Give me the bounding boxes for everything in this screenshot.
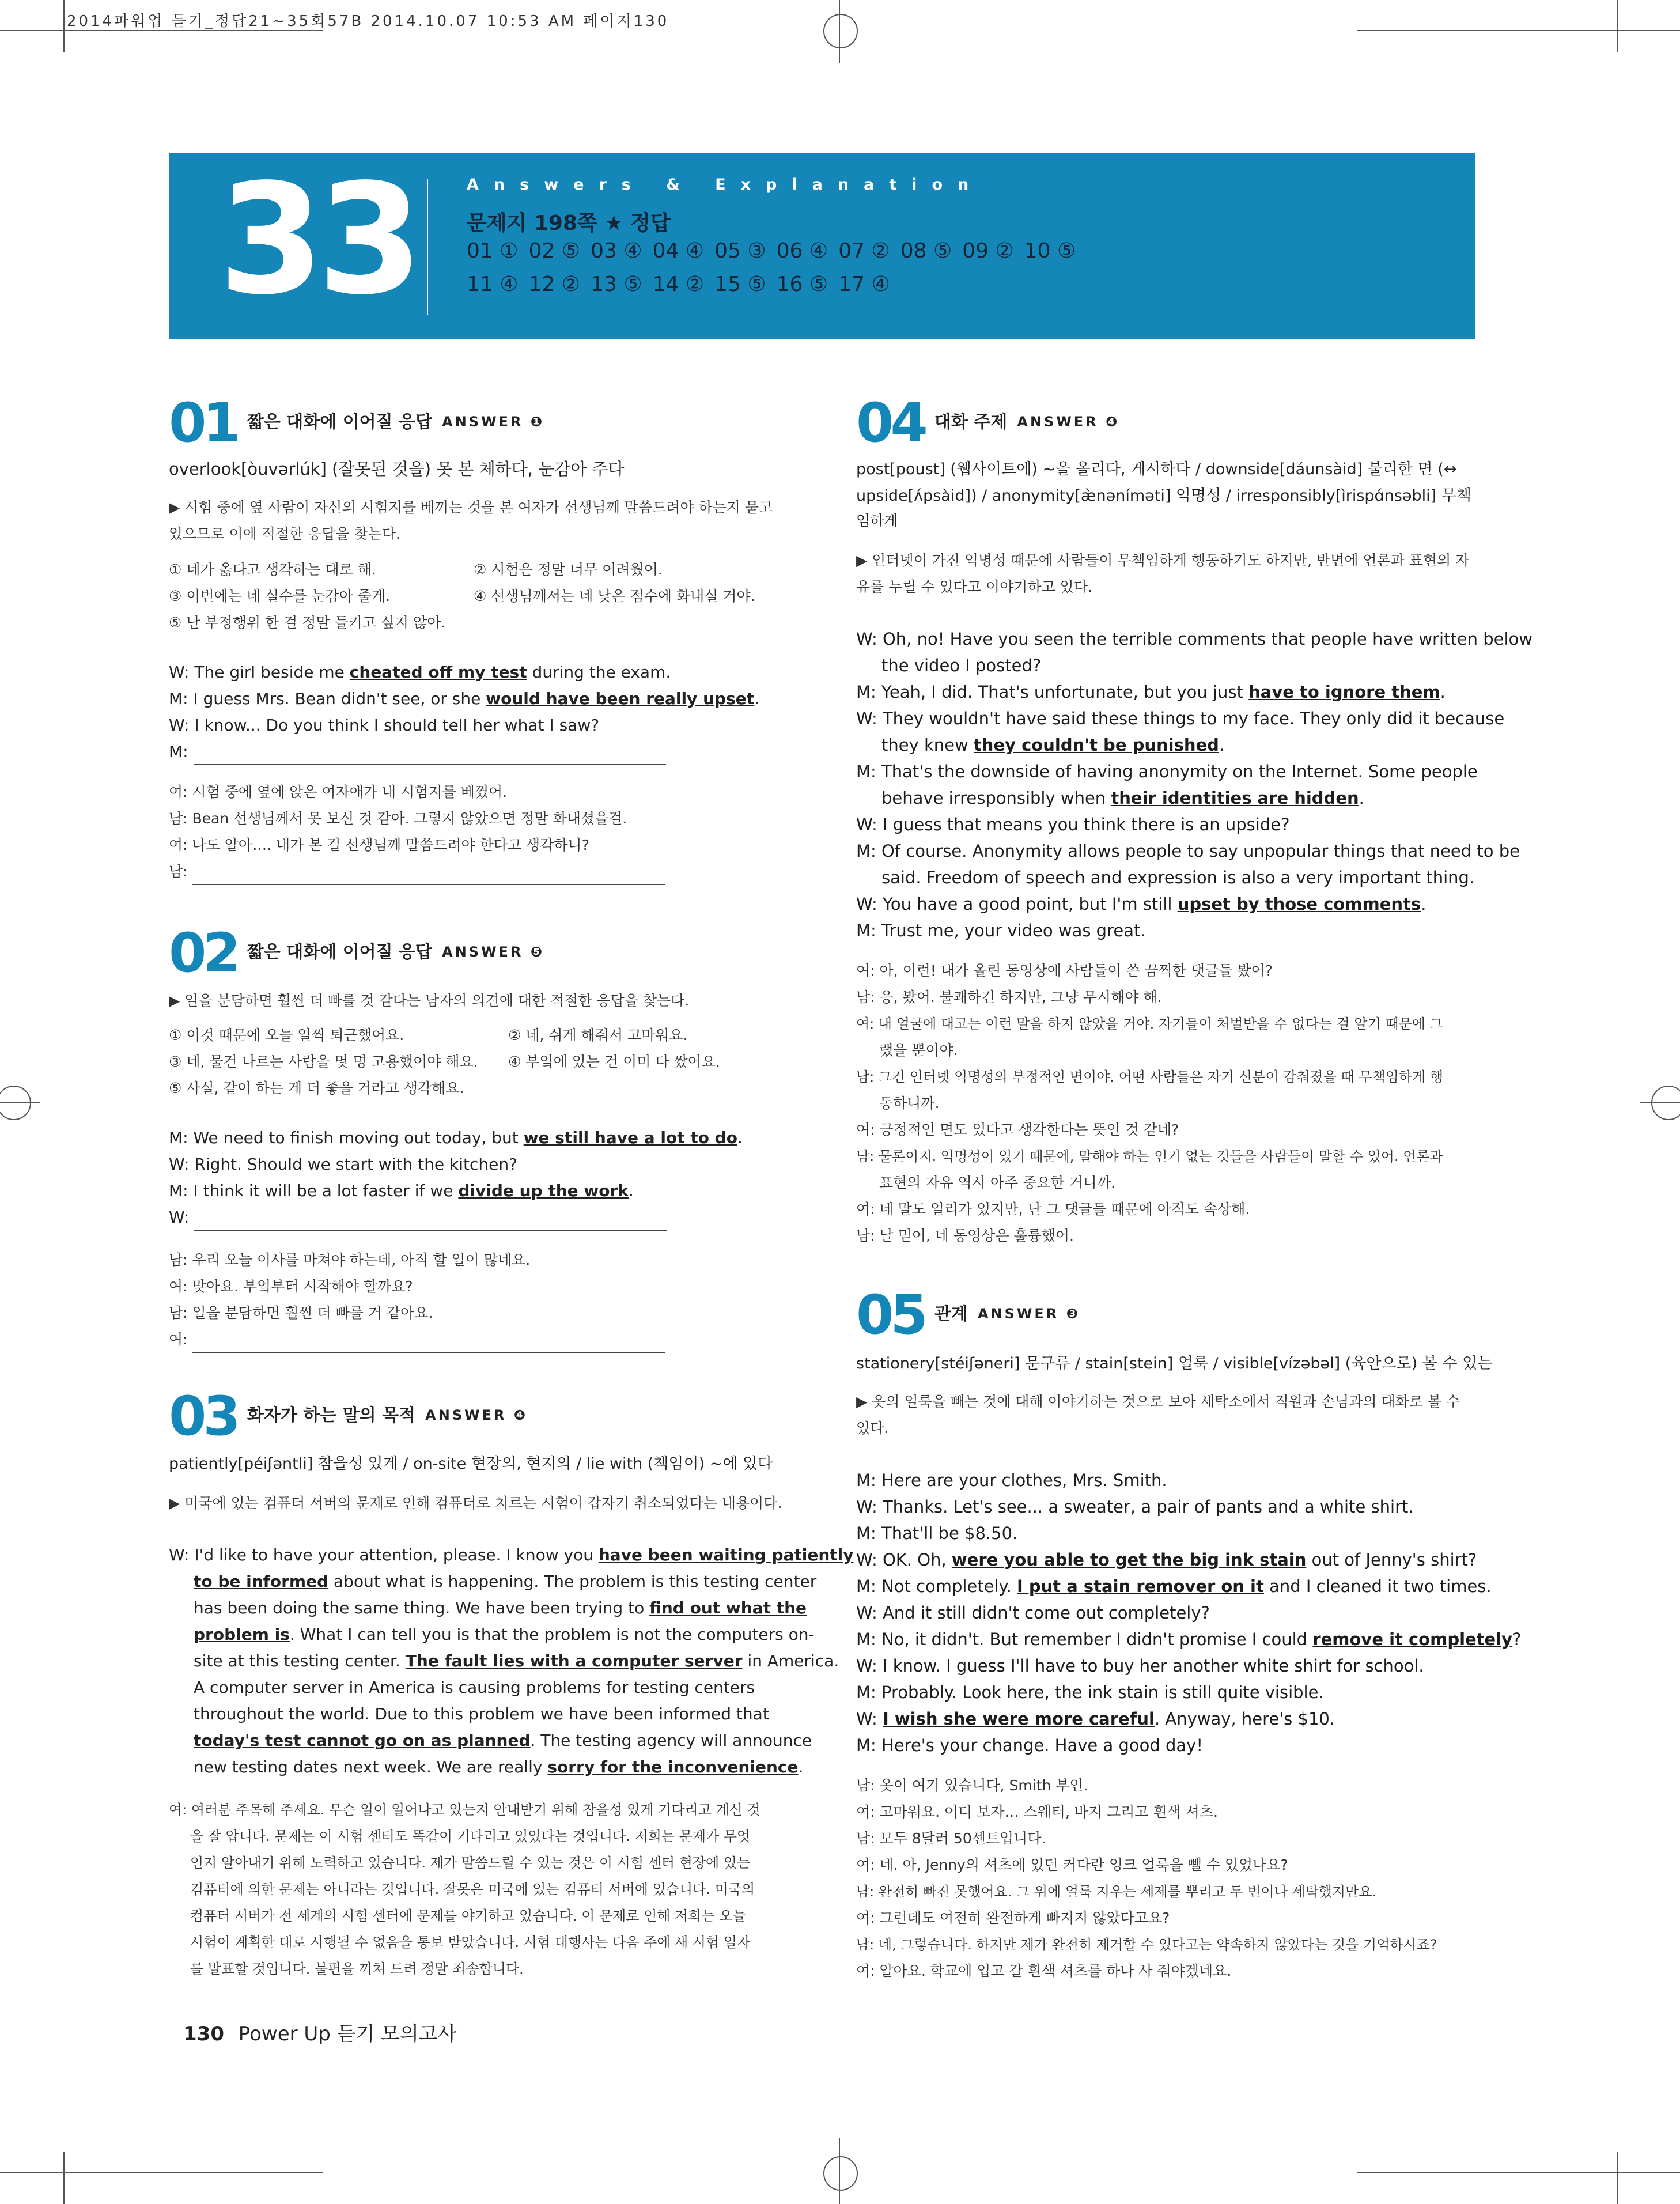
printer-mark: 2014파워업 듣기_정답21~35회57B 2014.10.07 10:53 AM 페이지130: [67, 13, 669, 30]
dialogue-line: M:: [169, 739, 666, 765]
answer-item: 11 ④: [467, 273, 519, 296]
option-1: ① 이것 때문에 오늘 일찍 퇴근했어요.: [169, 1027, 404, 1044]
translation-line: 를 발표할 것입니다. 불편을 끼쳐 드려 정말 죄송합니다.: [190, 1961, 524, 1977]
translation-line: 여: 네. 아, Jenny의 셔츠에 있던 커다란 잉크 얼룩을 뺄 수 있었나요?: [856, 1857, 1288, 1873]
answer-blank: [194, 1213, 667, 1231]
answers-row-1: [467, 239, 1086, 263]
test-number: 33: [218, 152, 417, 328]
monologue-line: problem is. What I can tell you is that the problem is not the computers on-: [194, 1625, 815, 1644]
translation-line: 시험이 계획한 대로 시행될 수 없음을 통보 받았습니다. 시험 대행사는 다음 주에 새 시험 일자: [190, 1934, 751, 1950]
translation-line: 여: 맞아요. 부엌부터 시작해야 할까요?: [169, 1278, 413, 1295]
answers-row-2: [467, 273, 900, 296]
answer-label: ANSWER ❸: [977, 1306, 1080, 1322]
vocab-line: 임하게: [856, 512, 898, 529]
explanation-line: 유를 누릴 수 있다고 이야기하고 있다.: [856, 579, 1092, 595]
dialogue-line: M: Not completely. I put a stain remover on it and I cleaned it two times.: [856, 1577, 1492, 1596]
header-subtitle: Answers & Explanation: [467, 176, 984, 194]
vocab-line: upside[ʌ́psàid]) / anonymity[æ̀nəníməti] 익명성 / irresponsibly[ìrispɑ́nsəbli] 무책: [856, 487, 1471, 505]
section-title: 짧은 대화에 이어질 응답: [247, 942, 433, 962]
section-title: 대화 주제: [934, 412, 1008, 432]
crop-line: [0, 1102, 40, 1103]
dialogue-line: M: I guess Mrs. Bean didn't see, or she would have been really upset.: [169, 689, 760, 708]
answer-label: ANSWER ❺: [442, 944, 545, 960]
dialogue-line: W: I know... Do you think I should tell her what I saw?: [169, 716, 600, 735]
book-title: Power Up 듣기 모의고사: [238, 2022, 457, 2046]
page-number: 130: [183, 2022, 224, 2046]
crop-line: [1617, 2152, 1618, 2204]
answer-item: 17 ④: [838, 273, 890, 296]
crop-line: [1617, 0, 1618, 52]
answer-item: 01 ①: [467, 239, 519, 263]
option-5: ⑤ 난 부정행위 한 걸 정말 들키고 싶지 않아.: [169, 614, 446, 631]
dialogue-line: M: Probably. Look here, the ink stain is still quite visible.: [856, 1683, 1324, 1702]
explanation-line: ▶ 인터넷이 가진 익명성 때문에 사람들이 무책임하게 행동하기도 하지만, 반면에 언론과 표현의 자: [856, 552, 1470, 569]
dialogue-line: M: That's the downside of having anonymity on the Internet. Some people: [856, 762, 1478, 781]
explanation-line: 있다.: [856, 1420, 889, 1436]
section-heading-05: [856, 1284, 1080, 1347]
answer-blank: [192, 1336, 665, 1353]
translation-line: 여: 아, 이런! 내가 올린 동영상에 사람들이 쓴 끔찍한 댓글들 봤어?: [856, 962, 1273, 979]
dialogue-line: W: The girl beside me cheated off my test during the exam.: [169, 663, 671, 682]
translation-line: 남: 우리 오늘 이사를 마쳐야 하는데, 아직 할 일이 많네요.: [169, 1252, 531, 1268]
dialogue-line: M: Of course. Anonymity allows people to say unpopular things that need to be: [856, 841, 1520, 861]
translation-line: 인지 알아내기 위해 노력하고 있습니다. 제가 말씀드릴 수 있는 것은 이 시험 센터 현장에 있는: [190, 1855, 751, 1871]
translation-line: 컴퓨터에 의한 문제는 아니라는 것입니다. 잘못은 미국에 있는 컴퓨터 서버에 있습니다. 미국의: [190, 1881, 755, 1897]
dialogue-line: W: OK. Oh, were you able to get the big ink stain out of Jenny's shirt?: [856, 1550, 1477, 1570]
vocab-line: overlook[òuvərlúk] (잘못된 것을) 못 본 체하다, 눈감아 주다: [169, 459, 625, 479]
section-number: 02: [169, 922, 237, 985]
option-1: ① 네가 옳다고 생각하는 대로 해.: [169, 561, 376, 578]
dialogue-line: W: I know. I guess I'll have to buy her another white shirt for school.: [856, 1656, 1424, 1676]
translation-line: 여: 나도 알아…. 내가 본 걸 선생님께 말씀드려야 한다고 생각하니?: [169, 837, 589, 853]
translation-line: 표현의 자유 역시 아주 중요한 거니까.: [879, 1174, 1115, 1191]
translation-line: 여: 시험 중에 옆에 앉은 여자애가 내 시험지를 베꼈어.: [169, 784, 508, 800]
dialogue-line: they knew they couldn't be punished.: [881, 735, 1225, 755]
translation-line: 여: 내 얼굴에 대고는 이런 말을 하지 않았을 거야. 자기들이 처벌받을 수 없다는 걸 알기 때문에 그: [856, 1016, 1443, 1032]
answer-item: 12 ②: [528, 273, 581, 296]
dialogue-line: W: And it still didn't come out completely?: [856, 1603, 1210, 1623]
answer-label: ANSWER ❹: [1017, 414, 1120, 430]
translation-line: 남: Bean 선생님께서 못 보신 것 같아. 그렇지 않았으면 정말 화내셨을걸.: [169, 810, 627, 827]
dialogue-line: W: You have a good point, but I'm still upset by those comments.: [856, 894, 1427, 914]
translation-line: 컴퓨터 서버가 전 세계의 시험 센터에 문제를 야기하고 있습니다. 이 문제로 인해 저희는 오늘: [190, 1908, 746, 1924]
explanation-line: ▶ 시험 중에 옆 사람이 자신의 시험지를 베끼는 것을 본 여자가 선생님께 말씀드려야 하는지 묻고: [169, 499, 773, 516]
section-heading-03: [169, 1385, 528, 1448]
crop-line: [1640, 1102, 1680, 1103]
crop-line: [0, 2172, 323, 2173]
dialogue-line: W: I guess that means you think there is an upside?: [856, 815, 1290, 834]
dialogue-line: M: No, it didn't. But remember I didn't promise I could remove it completely?: [856, 1630, 1522, 1649]
translation-line: 남: 모두 8달러 50센트입니다.: [856, 1830, 1046, 1847]
registration-mark-icon: [823, 14, 858, 48]
monologue-line: today's test cannot go on as planned. The testing agency will announce: [194, 1731, 812, 1750]
section-title: 짧은 대화에 이어질 응답: [247, 412, 433, 432]
translation-line: 여: 여러분 주목해 주세요. 무슨 일이 일어나고 있는지 안내받기 위해 참을성 있게 기다리고 계신 것: [169, 1802, 760, 1818]
translation-line: 동하니까.: [879, 1095, 940, 1112]
translation-line: 남: 그건 인터넷 익명성의 부정적인 면이야. 어떤 사람들은 자기 신분이 감춰졌을 때 무책임하게 행: [856, 1069, 1444, 1085]
vocab-line: post[poust] (웹사이트에) ~을 올리다, 게시하다 / downside[dáunsàid] 불리한 면 (↔: [856, 460, 1457, 478]
translation-line: 여: 긍정적인 면도 있다고 생각한다는 뜻인 것 같네?: [856, 1121, 1179, 1138]
monologue-line: new testing dates next week. We are really sorry for the inconvenience.: [194, 1757, 804, 1776]
crop-line: [1357, 2172, 1680, 2173]
answer-item: 16 ⑤: [776, 273, 828, 296]
dialogue-line: W:: [169, 1204, 667, 1231]
section-number: 03: [169, 1385, 237, 1448]
section-title: 관계: [934, 1304, 968, 1324]
section-heading-02: [169, 922, 545, 985]
dialogue-line: M: That'll be $8.50.: [856, 1523, 1018, 1543]
translation-line: 여: 네 말도 일리가 있지만, 난 그 댓글들 때문에 아직도 속상해.: [856, 1201, 1250, 1218]
answer-item: 14 ②: [652, 273, 705, 296]
explanation-line: 있으므로 이에 적절한 응답을 찾는다.: [169, 526, 400, 542]
dialogue-line: M: Yeah, I did. That's unfortunate, but you just have to ignore them.: [856, 682, 1446, 702]
dialogue-line: W: Right. Should we start with the kitchen?: [169, 1155, 518, 1174]
monologue-line: throughout the world. Due to this problem we have been informed that: [194, 1704, 769, 1723]
crop-line: [1357, 30, 1680, 31]
section-heading-04: [856, 392, 1120, 455]
dialogue-line: M: Here's your change. Have a good day!: [856, 1736, 1203, 1755]
answer-item: 02 ⑤: [528, 239, 581, 263]
dialogue-line: M: We need to finish moving out today, but we still have a lot to do.: [169, 1128, 743, 1147]
section-number: 05: [856, 1284, 925, 1347]
answer-label: ANSWER ❹: [425, 1407, 528, 1423]
answer-blank: [192, 868, 665, 885]
monologue-line: site at this testing center. The fault lies with a computer server in America.: [194, 1651, 839, 1670]
answer-item: 15 ⑤: [714, 273, 766, 296]
option-4: ④ 부엌에 있는 건 이미 다 쌌어요.: [508, 1053, 720, 1070]
translation-line: 을 잘 압니다. 문제는 이 시험 센터도 똑같이 기다리고 있었다는 것입니다. 저희는 문제가 무엇: [190, 1828, 751, 1844]
section-title: 화자가 하는 말의 목적: [247, 1405, 416, 1426]
option-2: ② 시험은 정말 너무 어려웠어.: [474, 561, 663, 578]
divider: [427, 179, 428, 315]
crop-line: [63, 0, 65, 52]
monologue-line: W: I'd like to have your attention, please. I know you have been waiting patiently: [169, 1545, 854, 1564]
monologue-line: A computer server in America is causing problems for testing centers: [194, 1678, 755, 1697]
translation-line: 남: 응, 봤어. 불쾌하긴 하지만, 그냥 무시해야 해.: [856, 989, 1162, 1005]
answer-label: ANSWER ❶: [442, 414, 545, 430]
crop-line: [63, 2152, 65, 2204]
monologue-line: to be informed about what is happening. The problem is this testing center: [194, 1572, 817, 1591]
answer-blank: [194, 748, 666, 765]
monologue-line: has been doing the same thing. We have been trying to find out what the: [194, 1598, 807, 1617]
registration-mark-icon: [0, 1086, 31, 1120]
dialogue-line: M: Here are your clothes, Mrs. Smith.: [856, 1470, 1167, 1490]
answer-item: 06 ④: [776, 239, 828, 263]
registration-mark-icon: [823, 2156, 858, 2191]
section-number: 01: [169, 392, 237, 455]
vocab-line: patiently[péiʃəntli] 참을성 있게 / on-site 현장의, 현지의 / lie with (책임이) ~에 있다: [169, 1455, 773, 1473]
explanation-line: ▶ 미국에 있는 컴퓨터 서버의 문제로 인해 컴퓨터로 치르는 시험이 갑자기 취소되었다는 내용이다.: [169, 1495, 782, 1511]
answer-header-banner: [169, 153, 1475, 339]
option-2: ② 네, 쉬게 해줘서 고마워요.: [508, 1027, 688, 1044]
translation-line: 남: 날 믿어, 네 동영상은 훌륭했어.: [856, 1227, 1074, 1244]
explanation-line: ▶ 옷의 얼룩을 빼는 것에 대해 이야기하는 것으로 보아 세탁소에서 직원과 손님과의 대화로 볼 수: [856, 1393, 1460, 1410]
translation-line: 남: 옷이 여기 있습니다, Smith 부인.: [856, 1777, 1088, 1794]
dialogue-line: behave irresponsibly when their identities are hidden.: [881, 788, 1364, 808]
translation-line: 여: 알아요. 학교에 입고 갈 흰색 셔츠를 하나 사 줘야겠네요.: [856, 1963, 1232, 1979]
dialogue-line: W: I wish she were more careful. Anyway, here's $10.: [856, 1709, 1335, 1729]
dialogue-line: said. Freedom of speech and expression is also a very important thing.: [881, 868, 1475, 887]
option-3: ③ 네, 물건 나르는 사람을 몇 명 고용했어야 해요.: [169, 1053, 478, 1070]
option-5: ⑤ 사실, 같이 하는 게 더 좋을 거라고 생각해요.: [169, 1080, 464, 1097]
translation-line: 남: 네, 그렇습니다. 하지만 제가 완전히 제거할 수 있다고는 약속하지 않았다는 것을 기억하시죠?: [856, 1937, 1437, 1953]
answer-item: 04 ④: [652, 239, 705, 263]
page-footer: [183, 2018, 457, 2046]
section-heading-01: [169, 392, 545, 455]
translation-line: 남:: [169, 859, 665, 885]
answer-item: 05 ③: [714, 239, 766, 263]
dialogue-line: W: Thanks. Let's see... a sweater, a pair of pants and a white shirt.: [856, 1497, 1414, 1517]
answer-item: 03 ④: [591, 239, 642, 263]
answer-item: 09 ②: [962, 239, 1014, 263]
dialogue-line: the video I posted?: [881, 656, 1042, 675]
header-title: 문제지 198쪽 ★ 정답: [467, 211, 671, 235]
answer-item: 10 ⑤: [1024, 239, 1076, 263]
translation-line: 여: 고마워요. 어디 보자… 스웨터, 바지 그리고 흰색 셔츠.: [856, 1804, 1218, 1820]
dialogue-line: M: Trust me, your video was great.: [856, 921, 1146, 940]
translation-line: 여:: [169, 1326, 665, 1353]
crop-line: [0, 30, 323, 31]
dialogue-line: W: They wouldn't have said these things to my face. They only did it because: [856, 709, 1505, 728]
vocab-line: stationery[stéiʃəneri] 문구류 / stain[stein] 얼룩 / visible[vízəbəl] (육안으로) 볼 수 있는: [856, 1355, 1493, 1373]
translation-line: 남: 물론이지. 익명성이 있기 때문에, 말해야 하는 인기 없는 것들을 사람들이 말할 수 있어. 언론과: [856, 1148, 1443, 1165]
translation-line: 남: 일을 분담하면 훨씬 더 빠를 거 같아요.: [169, 1305, 433, 1321]
option-4: ④ 선생님께서는 네 낮은 점수에 화내실 거야.: [474, 588, 755, 604]
translation-line: 여: 그런데도 여전히 완전하게 빠지지 않았다고요?: [856, 1910, 1170, 1926]
translation-line: 랬을 뿐이야.: [879, 1042, 958, 1058]
section-number: 04: [856, 392, 925, 455]
dialogue-line: W: Oh, no! Have you seen the terrible comments that people have written below: [856, 629, 1533, 649]
answer-item: 08 ⑤: [900, 239, 952, 263]
dialogue-line: M: I think it will be a lot faster if we divide up the work.: [169, 1181, 634, 1200]
answer-item: 13 ⑤: [591, 273, 642, 296]
registration-mark-icon: [1651, 1086, 1680, 1120]
explanation-line: ▶ 일을 분담하면 훨씬 더 빠를 것 같다는 남자의 의견에 대한 적절한 응답을 찾는다.: [169, 992, 690, 1009]
translation-line: 남: 완전히 빠진 못했어요. 그 위에 얼룩 지우는 세제를 뿌리고 두 번이나 세탁했지만요.: [856, 1884, 1377, 1900]
answer-item: 07 ②: [838, 239, 890, 263]
option-3: ③ 이번에는 네 실수를 눈감아 줄게.: [169, 588, 391, 604]
